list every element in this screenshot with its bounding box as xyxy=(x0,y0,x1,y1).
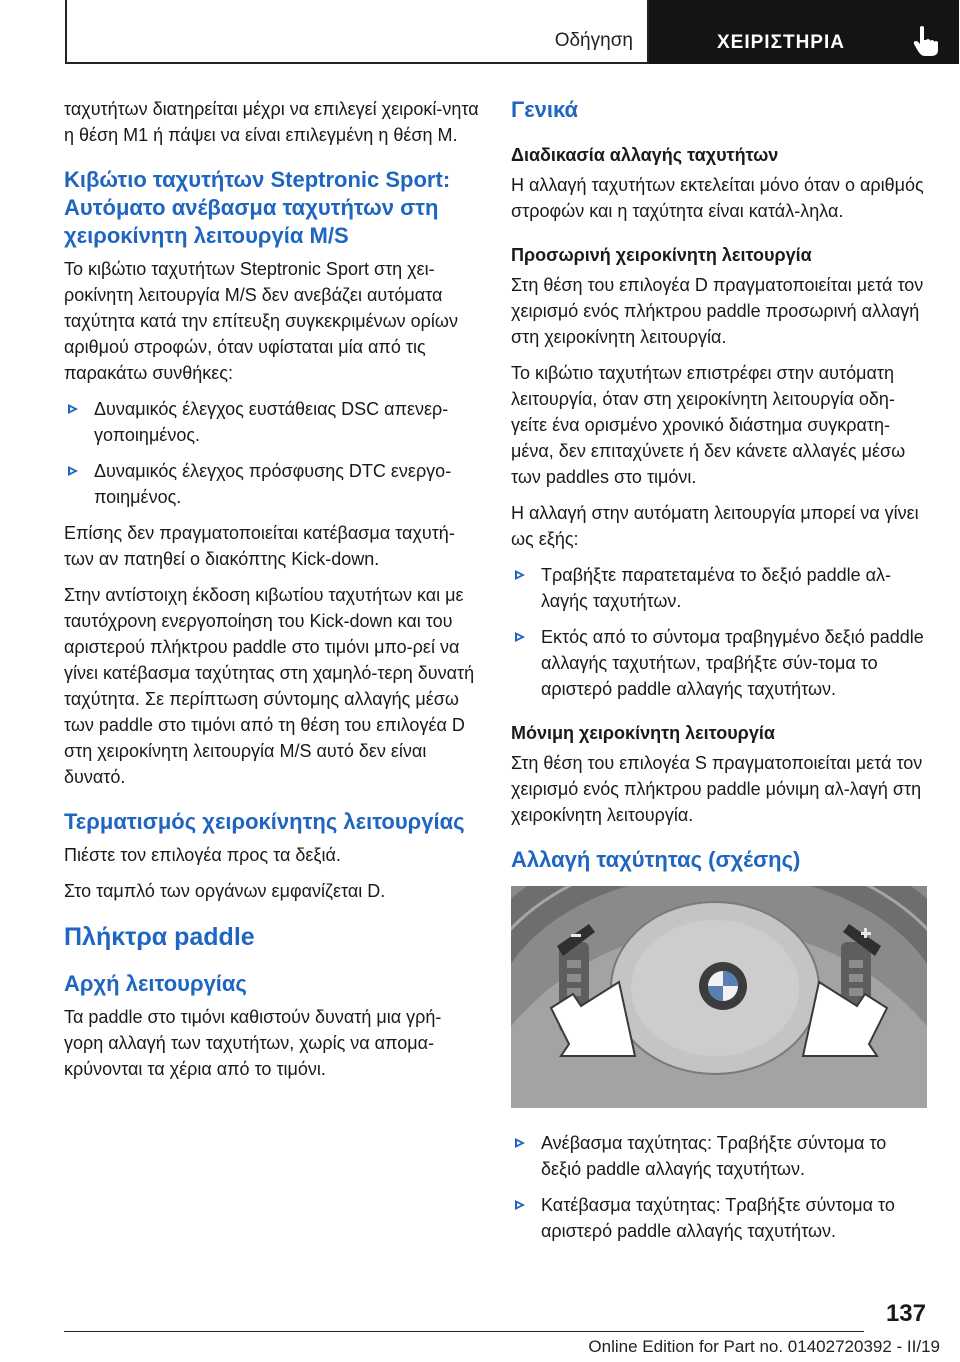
left-column xyxy=(64,96,480,1092)
paragraph: Στη θέση του επιλογέα S πραγματοποιείται μετά τον χειρισμό ενός πλήκτρου paddle μόνιμη αλ-λαγή στη χειροκίνητη λειτουργία. xyxy=(511,753,923,825)
heading-temporary-manual: Προσωρινή χειροκίνητη λειτουργία xyxy=(511,245,812,265)
heading-principle: Αρχή λειτουργίας xyxy=(64,971,247,996)
steering-wheel-paddles-figure xyxy=(511,886,927,1108)
heading-shift-procedure: Διαδικασία αλλαγής ταχυτήτων xyxy=(511,145,779,165)
paragraph: Το κιβώτιο ταχυτήτων Steptronic Sport στη χει-ροκίνητη λειτουργία M/S δεν ανεβάζει αυτόματα ταχύτητα κατά την επίτευξη συγκεκριμένων ορίων αριθμού στροφών, όταν υφίσταται μία από τις παρακάτω συνθήκες: xyxy=(64,259,458,383)
list-item: Δυναμικός έλεγχος ευστάθειας DSC απενερ-γοποιημένος. xyxy=(64,396,480,448)
paragraph: Επίσης δεν πραγματοποιείται κατέβασμα ταχυτή-των αν πατηθεί ο διακόπτης Kick-down. xyxy=(64,523,455,569)
page-number: 137 xyxy=(885,1300,926,1327)
list-item: Κατέβασμα ταχύτητας: Τραβήξτε σύντομα το αριστερό paddle αλλαγής ταχυτήτων. xyxy=(511,1192,927,1244)
list-item: Εκτός από το σύντομα τραβηγμένο δεξιό paddle αλλαγής ταχυτήτων, τραβήξτε σύν-τομα το αριστερό paddle αλλαγής ταχυτήτων. xyxy=(511,624,927,702)
heading-steptronic-sport: Κιβώτιο ταχυτήτων Steptronic Sport: Αυτόματο ανέβασμα ταχυτήτων στη χειροκίνητη λειτουργία M/S xyxy=(64,167,451,248)
paragraph: Πιέστε τον επιλογέα προς τα δεξιά. xyxy=(64,845,341,865)
heading-paddle-buttons: Πλήκτρα paddle xyxy=(64,923,255,951)
paragraph: Το κιβώτιο ταχυτήτων επιστρέφει στην αυτόματη λειτουργία, όταν στη χειροκίνητη λειτουργία οδη-γείτε ένα ορισμένο χρονικό διάστημα συγκρατη-μένα, δεν επιταχύνετε ή δεν κάνετε αλλαγές μέσω των paddles στο τιμόνι. xyxy=(511,363,906,487)
paragraph: Η αλλαγή ταχυτήτων εκτελείται μόνο όταν ο αριθμός στροφών και η ταχύτητα είναι κατάλ-ληλα. xyxy=(511,175,924,221)
gear-change-list xyxy=(511,1130,927,1244)
hand-pointer-icon xyxy=(911,24,941,58)
header-section-box xyxy=(65,0,649,64)
list-item: Δυναμικός έλεγχος πρόσφυσης DTC ενεργο-ποιημένος. xyxy=(64,458,480,510)
list-item: Τραβήξτε παρατεταμένα το δεξιό paddle αλ-λαγής ταχυτήτων. xyxy=(511,562,927,614)
paragraph: ταχυτήτων διατηρείται μέχρι να επιλεγεί χειροκί-νητα η θέση M1 ή πάψει να είναι επιλεγμένη η θέση M. xyxy=(64,99,479,145)
page-header xyxy=(65,0,959,64)
paragraph: Τα paddle στο τιμόνι καθιστούν δυνατή μια γρή-γορη αλλαγή των ταχυτήτων, χωρίς να απομα-κρύνονται τα χέρια από το τιμόνι. xyxy=(64,1007,442,1079)
list-item: Ανέβασμα ταχύτητας: Τραβήξτε σύντομα το δεξιό paddle αλλαγής ταχυτήτων. xyxy=(511,1130,927,1182)
automatic-return-list xyxy=(511,562,927,702)
paragraph: Στο ταμπλό των οργάνων εμφανίζεται D. xyxy=(64,881,386,901)
steering-wheel-illustration xyxy=(511,886,927,1108)
heading-gear-change: Αλλαγή ταχύτητας (σχέσης) xyxy=(511,847,801,872)
right-column xyxy=(511,96,927,1254)
footer-edition: Online Edition for Part no. 01402720392 - II/19 xyxy=(588,1337,940,1356)
paragraph: Η αλλαγή στην αυτόματη λειτουργία μπορεί να γίνει ως εξής: xyxy=(511,503,919,549)
condition-list xyxy=(64,396,480,510)
heading-general: Γενικά xyxy=(511,97,579,122)
paragraph: Στην αντίστοιχη έκδοση κιβωτίου ταχυτήτων και με ταυτόχρονη ενεργοποίηση του Kick-down και του αριστερού πλήκτρου paddle στο τιμόνι μπο-ρεί να γίνει κατέβασμα ταχύτητας στη χαμηλό-τερη δυνατή ταχύτητα. Σε περίπτωση σύντομης αλλαγής μέσω των paddle στο τιμόνι από τη θέση του επιλογέα D στη χειροκίνητη λειτουργία M/S αυτό δεν είναι δυνατό. xyxy=(64,585,475,787)
footer-divider xyxy=(64,1331,864,1332)
heading-permanent-manual: Μόνιμη χειροκίνητη λειτουργία xyxy=(511,723,775,743)
header-chapter-box xyxy=(649,0,959,64)
paragraph: Στη θέση του επιλογέα D πραγματοποιείται μετά τον χειρισμό ενός πλήκτρου paddle προσωρινή αλλαγή στη χειροκίνητη λειτουργία. xyxy=(511,275,924,347)
header-section-title: Οδήγηση xyxy=(554,30,633,51)
heading-end-manual-mode: Τερματισμός χειροκίνητης λειτουργίας xyxy=(64,809,465,834)
header-chapter-title: ΧΕΙΡΙΣΤΗΡΙΑ xyxy=(717,32,845,53)
